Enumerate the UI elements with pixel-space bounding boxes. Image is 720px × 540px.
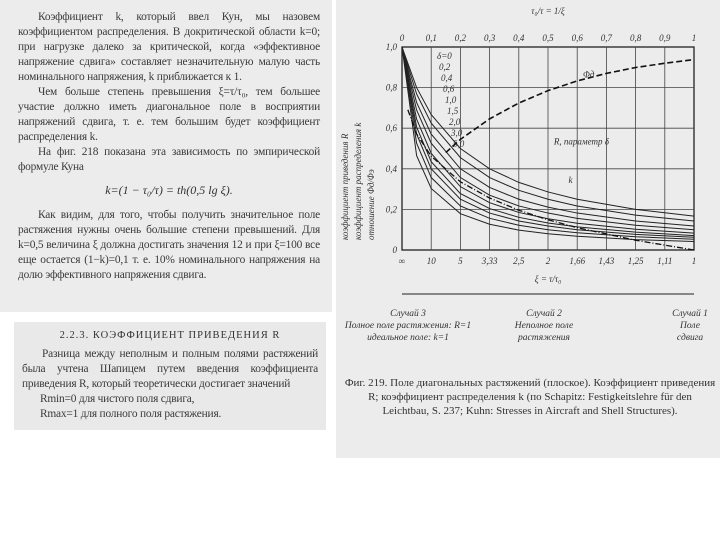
bottom-tick-label: 1 [691,256,697,266]
y-axis-label-2: отношение Φд/Φэ [366,169,376,240]
section-heading: 2.2.3. КОЭФФИЦИЕНТ ПРИВЕДЕНИЯ R [59,330,281,341]
y-tick-label: 0,6 [385,123,397,134]
section-line-rmax: Rmax=1 для полного поля растяжения. [40,408,222,420]
paragraph-conclusion: Как видим, для того, чтобы получить значительное поле растяжения нужны очень большие степени превышений. Для k=0,5 величина ξ должна достигать значения 12 и при ξ=100 все еще остается (1−k)=0,1 т. е. 10% номинального напряжения на долю эффективного напряжения сдвига. [18,209,320,281]
top-tick-label: 0,9 [659,33,671,43]
bottom-tick-label: 2 [545,256,551,266]
r-curve-label: 3,0 [451,128,463,138]
bottom-tick-label: 1,25 [627,256,644,266]
paragraph-xi: Чем больше степень превышения ξ=τ/τ₀, тем большее участие должно иметь диагональное поле в восприятии напряжений сдвига, т. е. тем большим будет коэффициент распределения k. [18,86,320,143]
case-2-line2: растяжения [518,333,570,343]
top-tick-label: 0,3 [483,33,496,43]
top-tick-label: 0,4 [513,33,525,43]
case-3-line2: идеальное поле: k=1 [367,333,449,343]
bottom-tick-label: 1,11 [657,256,673,266]
case-1-line2: сдвига [676,333,704,343]
figure-219 [336,0,720,458]
r-curve-label: 1,0 [445,95,457,105]
r-curve-label: 0,4 [441,73,453,83]
r-curve-label: 0,6 [443,84,455,94]
figure-caption: Фиг. 219. Поле диагональных растяжений (плоское). Коэффициент приведения R; коэффициент распределения k (по Schapitz: Festigkeitslehre für den Leichtbau, S. 237; Kuhn: Stresses in Aircraft and Shell Structures). [344,377,716,417]
section-line-rmin: Rmin=0 для чистого поля сдвига, [40,393,195,405]
top-tick-label: 0,1 [425,33,437,43]
k-label: k [568,175,573,186]
case-3-line1: Полное поле растяжения: R=1 [344,321,472,331]
y-tick-label: 0,8 [385,82,397,93]
case-3-title: Случай 3 [390,309,426,319]
y-tick-label: 1,0 [385,42,397,52]
left-column [0,0,332,430]
top-axis-label: τ₀/τ = 1/ξ [531,6,565,16]
section-paragraph: Разница между неполным и полным полями растяжений была учтена Шапицем путем введения коэффициента приведения R, который теоретически достигает значений [22,348,318,390]
paragraph-fig218: На фиг. 218 показана эта зависимость по эмпирической формуле Куна [18,146,320,173]
top-tick-label: 0,5 [542,33,554,43]
case-2-title: Случай 2 [526,309,562,319]
r-curve-label: 1,5 [447,106,459,116]
phi-label: Φд [583,69,595,80]
case-1 [662,308,718,344]
case-3 [338,308,478,344]
y-axis-label-1: коэффициент распределения k [353,122,363,240]
section-box [14,322,326,430]
chart [336,0,720,320]
y-tick-label: 0 [392,245,397,255]
top-tick-label: 0,8 [629,33,642,43]
y-axis-label-0: коэффициент приведения R [340,133,350,240]
r-curve-label: 2,0 [449,117,461,127]
top-tick-label: 0 [399,33,405,43]
text-page-scan [0,0,332,312]
param-label: R, параметр δ [553,136,609,147]
bottom-tick-label: 2,5 [513,256,525,266]
case-1-line1: Поле [680,321,700,331]
top-tick-label: 0,7 [600,33,613,43]
r-curve-label: δ=0 [437,51,452,61]
bottom-tick-label: 1,66 [569,256,586,266]
bottom-tick-label: 3,33 [481,256,498,266]
y-tick-label: 0,2 [385,204,397,215]
y-tick-label: 0,4 [385,163,397,174]
bottom-tick-label: 5 [458,256,463,266]
r-curve-label: 5,0 [453,139,465,149]
top-tick-label: 0,6 [571,33,583,43]
case-2 [494,308,594,344]
bottom-tick-label: ∞ [398,256,406,266]
top-tick-label: 1 [691,33,697,43]
case-1-title: Случай 1 [672,309,708,319]
bottom-tick-label: 1,43 [598,256,615,266]
r-curve-label: 0,2 [439,62,451,72]
case-2-line1: Неполное поле [514,321,574,331]
bottom-axis-label: ξ = τ/τ₀ [534,274,562,284]
bottom-tick-label: 10 [426,256,436,266]
paragraph-k-definition: Коэффициент k, который ввел Кун, мы назовем коэффициентом распределения. В докритической области k=0; при нагрузке далеко за критической, когда «эффективное напряжение сдвига» составляет незначительную малую часть номинального напряжения, k приближается к 1. [18,11,320,83]
kuhn-formula: k=(1 − τ₀/τ) = th(0,5 lg ξ). [105,183,233,197]
top-tick-label: 0,2 [454,33,467,43]
